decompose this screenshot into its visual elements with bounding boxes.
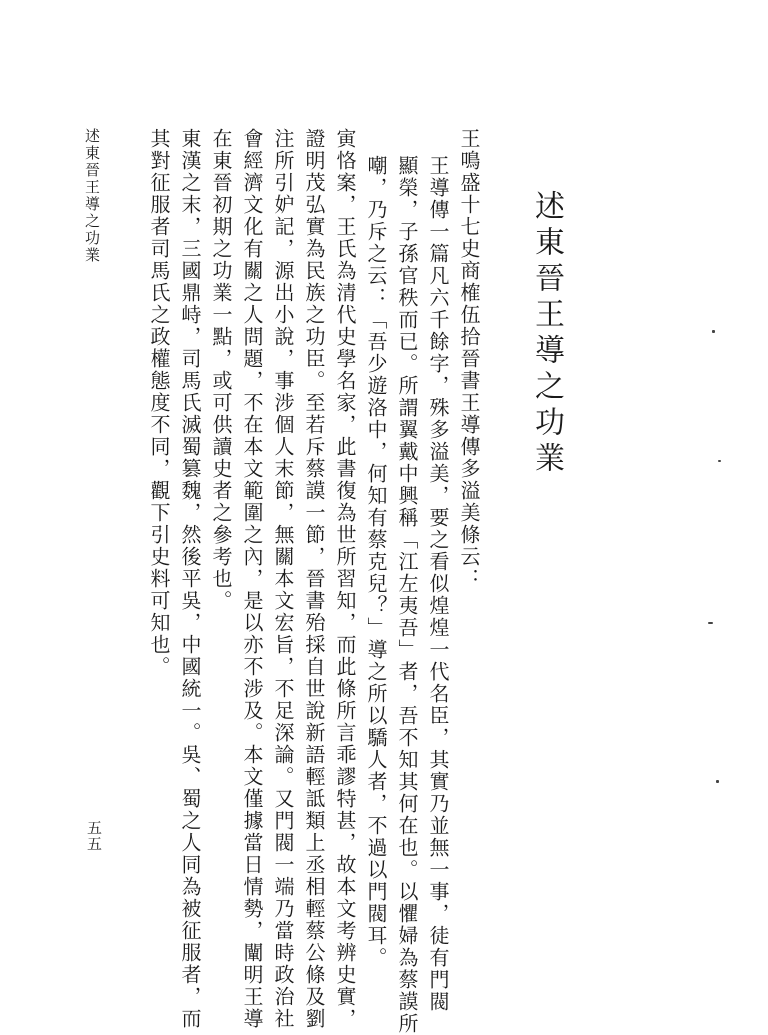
text-column-5: 寅恪案，王氏為清代史學名家，此書復為世所習知，而此條所言乖謬特甚，故本文考辨史實，	[333, 128, 357, 1030]
text-column-1: 王鳴盛十七史商榷伍拾晉書王導傳多溢美條云：	[457, 128, 481, 590]
page-number: 五五	[85, 820, 103, 852]
scan-speck	[708, 622, 713, 624]
text-column-2: 王導傳一篇凡六千餘字，殊多溢美，要之看似煌煌一代名臣，其實乃並無一事，徒有門閥	[426, 155, 450, 1013]
text-column-6: 證明茂弘實為民族之功臣。至若斥蔡謨一節，晉書殆採自世說新語輕詆類上丞相輕蔡公條及劉	[302, 128, 326, 1030]
scan-speck	[718, 460, 721, 462]
scan-speck	[716, 780, 719, 783]
text-column-7: 注所引妒記，源出小說，事涉個人末節，無關本文宏旨，不足深論。又門閥一端乃當時政治社	[271, 128, 295, 1030]
text-column-3: 顯榮，子孫官秩而已。所謂翼戴中興稱「江左夷吾」者，吾不知其何在也。以懼婦為蔡謨所	[395, 155, 419, 1035]
running-head: 述東晉王導之功業	[83, 128, 101, 264]
text-column-8: 會經濟文化有關之人問題，不在本文範圍之內，是以亦不涉及。本文僅據當日情勢，闡明王導	[240, 128, 264, 1030]
text-column-10: 東漢之末，三國鼎峙，司馬氏滅蜀篡魏，然後平吳，中國統一。吳、蜀之人同為被征服者，而	[178, 128, 202, 1030]
text-column-4: 嘲，乃斥之云：「吾少遊洛中，何知有蔡克兒？」導之所以驕人者，不過以門閥耳。	[364, 155, 388, 969]
scan-speck	[712, 330, 715, 333]
text-column-9: 在東晉初期之功業一點，或可供讀史者之參考也。	[209, 128, 233, 612]
text-column-11: 其對征服者司馬氏之政權態度不同，觀下引史料可知也。	[147, 128, 171, 678]
chapter-title: 述東晉王導之功業	[529, 190, 564, 478]
